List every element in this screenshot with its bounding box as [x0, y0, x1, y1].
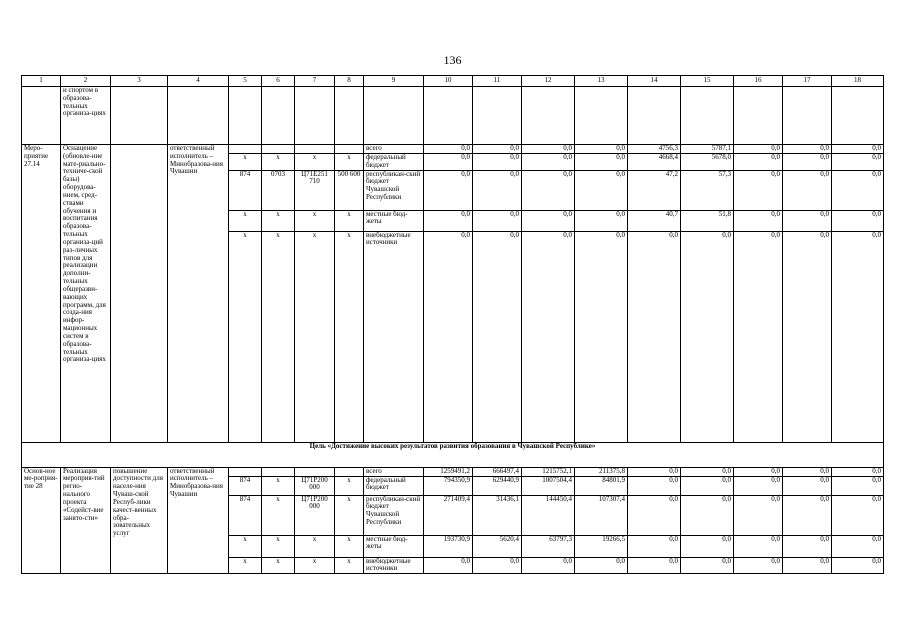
- cell-code-section: [262, 145, 295, 154]
- cell-code-target: x: [295, 210, 335, 231]
- cell-value: 0,0: [681, 557, 734, 574]
- cell-value: 31436,1: [473, 495, 522, 535]
- cell-code-ministry: 874: [229, 495, 262, 535]
- cell-value: 4668,4: [628, 154, 681, 171]
- cell-value: 0,0: [575, 154, 628, 171]
- column-number-13: 13: [575, 76, 628, 87]
- cell-value: 0,0: [681, 467, 734, 476]
- cell-value: 0,0: [473, 210, 522, 231]
- cell-value: 0,0: [832, 535, 884, 557]
- cell-value: 47,2: [628, 170, 681, 210]
- cell-code-section: x: [262, 476, 295, 495]
- cell-code-ministry: 874: [229, 170, 262, 210]
- cell-code-ministry: x: [229, 210, 262, 231]
- column-number-9: 9: [364, 76, 424, 87]
- cell-code-target: Ц71Р200 000: [295, 495, 335, 535]
- cell-code-type: 500 600: [335, 170, 364, 210]
- cell-value: 0,0: [783, 467, 832, 476]
- cell-code-ministry: x: [229, 535, 262, 557]
- cell-value: 0,0: [734, 467, 783, 476]
- table-row: [22, 145, 884, 154]
- cell-value: 0,0: [832, 467, 884, 476]
- cell-code-target: x: [295, 231, 335, 442]
- cell-code-target: x: [295, 557, 335, 574]
- cell-value: 0,0: [783, 535, 832, 557]
- cell-value: 4756,3: [628, 145, 681, 154]
- cell-funding-source: всего: [364, 467, 424, 476]
- cell-code-ministry: x: [229, 154, 262, 171]
- cell-funding-source: республикан-ский бюджет Чувашской Республики: [364, 495, 424, 535]
- cell-value: 193730,9: [424, 535, 473, 557]
- cell-value: 1007504,4: [522, 476, 575, 495]
- cell-value: 0,0: [734, 154, 783, 171]
- column-number-17: 17: [783, 76, 832, 87]
- cell-value: 0,0: [783, 145, 832, 154]
- cell-value: 0,0: [473, 557, 522, 574]
- cell-value: 0,0: [424, 210, 473, 231]
- cell-code-type: x: [335, 557, 364, 574]
- column-number-14: 14: [628, 76, 681, 87]
- cell-value: 0,0: [734, 476, 783, 495]
- cell-code-target: [295, 145, 335, 154]
- cell-value: 0,0: [734, 535, 783, 557]
- cell-code-type: x: [335, 210, 364, 231]
- cell-funding-source: федеральный бюджет: [364, 154, 424, 171]
- cell-funding-source: местные бюд-жеты: [364, 210, 424, 231]
- cell-code-section: x: [262, 557, 295, 574]
- cell-value: 0,0: [424, 170, 473, 210]
- cell-value: 666497,4: [473, 467, 522, 476]
- cell-value: 0,0: [575, 231, 628, 442]
- cell-value: 0,0: [783, 476, 832, 495]
- cell-code-target: Ц71Р200 000: [295, 476, 335, 495]
- cell-value: 0,0: [832, 476, 884, 495]
- cell-code-type: x: [335, 231, 364, 442]
- cell-value: 0,0: [783, 557, 832, 574]
- cell-value: 0,0: [522, 557, 575, 574]
- cell-value: 5787,1: [681, 145, 734, 154]
- cell-value: 0,0: [734, 170, 783, 210]
- cell-value: 0,0: [522, 154, 575, 171]
- cell-code-target: x: [295, 535, 335, 557]
- block1-col3: [111, 145, 168, 443]
- cell-value: 0,0: [832, 557, 884, 574]
- cell-value: 0,0: [783, 170, 832, 210]
- block2-col3: повышение доступности для населе-ния Чуваш-ской Респуб-лики качест-венных обра-зовательных услуг: [111, 467, 168, 574]
- cell-value: 0,0: [522, 170, 575, 210]
- cell-value: 0,0: [783, 495, 832, 535]
- cell-value: 0,0: [424, 557, 473, 574]
- cell-code-section: x: [262, 231, 295, 442]
- cell-value: 144450,4: [522, 495, 575, 535]
- cell-funding-source: всего: [364, 145, 424, 154]
- column-number-7: 7: [295, 76, 335, 87]
- column-number-12: 12: [522, 76, 575, 87]
- cell-value: 0,0: [681, 495, 734, 535]
- cell-value: 0,0: [522, 145, 575, 154]
- cell-value: 57,3: [681, 170, 734, 210]
- cell-value: 0,0: [734, 210, 783, 231]
- cell-code-target: [295, 467, 335, 476]
- column-number-3: 3: [111, 76, 168, 87]
- cell-value: 0,0: [628, 495, 681, 535]
- cell-value: 0,0: [628, 476, 681, 495]
- cell-code-ministry: x: [229, 231, 262, 442]
- cell-code-section: x: [262, 154, 295, 171]
- cell-value: 0,0: [575, 210, 628, 231]
- column-number-18: 18: [832, 76, 884, 87]
- block2-col2: Реализация мероприя-тий регио-нального проекта «Содейст-вие занято-сти»: [61, 467, 111, 574]
- cell-value: 629440,9: [473, 476, 522, 495]
- cell-value: 1215752,1: [522, 467, 575, 476]
- goal-heading: Цель «Достижение высоких результатов развития образования в Чувашской Республике»: [22, 442, 884, 467]
- cell-value: 5678,0: [681, 154, 734, 171]
- cell-value: 0,0: [783, 154, 832, 171]
- column-number-16: 16: [734, 76, 783, 87]
- cell-funding-source: внебюджетные источники: [364, 231, 424, 442]
- cell-code-section: x: [262, 535, 295, 557]
- cell-value: 63797,3: [522, 535, 575, 557]
- cell-value: 0,0: [522, 231, 575, 442]
- cell-code-type: [335, 145, 364, 154]
- column-number-15: 15: [681, 76, 734, 87]
- block1-col1: Меро-приятие 27.14: [22, 145, 61, 443]
- cell-value: 0,0: [473, 154, 522, 171]
- cell-value: 0,0: [734, 145, 783, 154]
- cell-value: 0,0: [832, 154, 884, 171]
- cell-code-type: [335, 467, 364, 476]
- cell-value: 0,0: [424, 231, 473, 442]
- block1-col2: Оснащение (обновле-ние мате-риально-техниче-ской базы) оборудова-нием, сред-ствами обучения и воспитания образова-тельных организа-ций раз-личных типов для реализации дополни-тельных общеразви-вающих программ, для созда-ния инфор-мационных систем в образова-тельных организа-циях: [61, 145, 111, 443]
- cell-value: 0,0: [832, 495, 884, 535]
- cell-value: 0,0: [734, 557, 783, 574]
- column-number-10: 10: [424, 76, 473, 87]
- cell-funding-source: местные бюд-жеты: [364, 535, 424, 557]
- cell-value: 0,0: [832, 210, 884, 231]
- cell-value: 0,0: [575, 557, 628, 574]
- cell-value: 107307,4: [575, 495, 628, 535]
- column-number-row: [22, 76, 884, 87]
- cell-value: 0,0: [473, 231, 522, 442]
- cell-code-ministry: 874: [229, 476, 262, 495]
- table-row: [22, 467, 884, 476]
- cell-funding-source: внебюджетные источники: [364, 557, 424, 574]
- cell-code-section: [262, 467, 295, 476]
- column-number-2: 2: [61, 76, 111, 87]
- cell-code-ministry: [229, 145, 262, 154]
- cell-code-type: x: [335, 495, 364, 535]
- cell-value: 0,0: [832, 170, 884, 210]
- cell-value: 19266,5: [575, 535, 628, 557]
- column-number-4: 4: [168, 76, 229, 87]
- cell-value: 0,0: [832, 231, 884, 442]
- cell-value: 0,0: [424, 145, 473, 154]
- cell-value: 0,0: [734, 495, 783, 535]
- cell-code-ministry: [229, 467, 262, 476]
- cell-funding-source: республикан-ский бюджет Чувашской Республики: [364, 170, 424, 210]
- cell-code-target: x: [295, 154, 335, 171]
- cell-code-section: x: [262, 210, 295, 231]
- cell-value: 0,0: [522, 210, 575, 231]
- cell-value: 0,0: [681, 476, 734, 495]
- cell-funding-source: федеральный бюджет: [364, 476, 424, 495]
- cell-value: 40,7: [628, 210, 681, 231]
- cell-value: 0,0: [473, 145, 522, 154]
- cell-value: 211375,8: [575, 467, 628, 476]
- cell-code-ministry: x: [229, 557, 262, 574]
- block1-col4: ответственный исполнитель – Минобразова-ния Чувашии: [168, 145, 229, 443]
- continuation-text: и спортом в образова-тельных организа-циях: [61, 87, 111, 145]
- cell-value: 0,0: [424, 154, 473, 171]
- cell-code-type: x: [335, 476, 364, 495]
- cell-value: 0,0: [628, 467, 681, 476]
- cell-value: 0,0: [628, 231, 681, 442]
- continuation-row: [22, 87, 884, 145]
- cell-value: 0,0: [628, 535, 681, 557]
- block2-col1: Основ-ное ме-роприя-тие 28: [22, 467, 61, 574]
- cell-value: 271409,4: [424, 495, 473, 535]
- budget-table: [21, 75, 884, 574]
- cell-value: 794350,9: [424, 476, 473, 495]
- page-number: 136: [443, 53, 462, 67]
- block2-col4: ответственный исполнитель – Минобразова-ния Чувашии: [168, 467, 229, 574]
- column-number-8: 8: [335, 76, 364, 87]
- column-number-5: 5: [229, 76, 262, 87]
- cell-value: 0,0: [575, 170, 628, 210]
- goal-row: [22, 442, 884, 467]
- cell-value: 0,0: [783, 231, 832, 442]
- cell-value: 5620,4: [473, 535, 522, 557]
- column-number-11: 11: [473, 76, 522, 87]
- cell-value: 0,0: [734, 231, 783, 442]
- cell-code-type: x: [335, 535, 364, 557]
- cell-value: 84801,9: [575, 476, 628, 495]
- cell-value: 0,0: [832, 145, 884, 154]
- cell-value: 0,0: [628, 557, 681, 574]
- cell-code-section: x: [262, 495, 295, 535]
- cell-value: 0,0: [575, 145, 628, 154]
- cell-value: 0,0: [783, 210, 832, 231]
- cell-value: 0,0: [473, 170, 522, 210]
- column-number-6: 6: [262, 76, 295, 87]
- cell-value: 1259491,2: [424, 467, 473, 476]
- cell-code-section: 0703: [262, 170, 295, 210]
- cell-value: 0,0: [681, 231, 734, 442]
- cell-value: 51,8: [681, 210, 734, 231]
- cell-code-type: x: [335, 154, 364, 171]
- cell-code-target: Ц71Е251 710: [295, 170, 335, 210]
- cell-value: 0,0: [681, 535, 734, 557]
- column-number-1: 1: [22, 76, 61, 87]
